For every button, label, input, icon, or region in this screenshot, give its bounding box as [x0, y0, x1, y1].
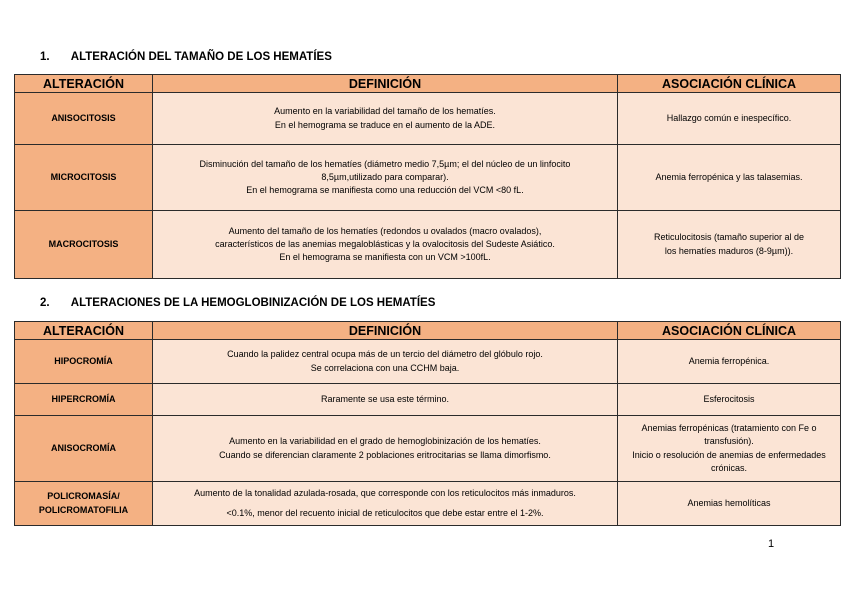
row-name: MICROCITOSIS — [15, 145, 153, 211]
definition-line: Aumento en la variabilidad del tamaño de los hematíes. — [274, 106, 496, 117]
association-line: transfusión). — [704, 436, 754, 447]
table-header-row — [15, 75, 841, 93]
row-association — [618, 340, 841, 384]
row-association — [618, 416, 841, 482]
row-definition — [153, 93, 618, 145]
definition-line: Cuando la palidez central ocupa más de un tercio del diámetro del glóbulo rojo. — [227, 349, 543, 360]
definition-line: característicos de las anemias megaloblásticas y la ovalocitosis del Sudeste Asiático. — [215, 238, 555, 249]
definition-line: Aumento en la variabilidad en el grado de hemoglobinización de los hematíes. — [229, 436, 541, 447]
definition-line: Se correlaciona con una CCHM baja. — [310, 362, 460, 373]
header-alteracion: ALTERACIÓN — [15, 322, 153, 340]
header-definicion: DEFINICIÓN — [153, 322, 618, 340]
row-name: HIPERCROMÍA — [15, 384, 153, 416]
row-definition — [153, 145, 618, 211]
row-definition — [153, 384, 618, 416]
header-asociacion: ASOCIACIÓN CLÍNICA — [618, 322, 841, 340]
association-line: Anemia ferropénica. — [688, 355, 770, 366]
table-row — [15, 416, 841, 482]
association-line: Anemia ferropénica y las talasemias. — [655, 171, 803, 182]
row-definition — [153, 211, 618, 279]
row-association — [618, 211, 841, 279]
table-row — [15, 384, 841, 416]
table-row — [15, 340, 841, 384]
definition-line: Disminución del tamaño de los hematíes (diámetro medio 7,5µm; el del núcleo de un linfocito — [199, 158, 571, 169]
row-name: HIPOCROMÍA — [15, 340, 153, 384]
table-row — [15, 482, 841, 526]
section-1-number: 1. — [40, 51, 50, 63]
row-name: MACROCITOSIS — [15, 211, 153, 279]
table-row — [15, 145, 841, 211]
row-name-line: POLICROMATOFILIA — [38, 504, 129, 515]
row-definition — [153, 416, 618, 482]
definition-line: Aumento del tamaño de los hematíes (redondos u ovalados (macro ovalados), — [228, 225, 542, 236]
row-definition — [153, 482, 618, 526]
association-line: Anemias ferropénicas (tratamiento con Fe o — [641, 423, 817, 434]
row-name: ANISOCITOSIS — [15, 93, 153, 145]
table-row — [15, 211, 841, 279]
row-definition — [153, 340, 618, 384]
header-alteracion: ALTERACIÓN — [15, 75, 153, 93]
row-association — [618, 482, 841, 526]
association-line: Hallazgo común e inespecífico. — [666, 112, 792, 123]
row-association — [618, 145, 841, 211]
association-line: Reticulocitosis (tamaño superior al de — [653, 232, 805, 243]
row-name — [15, 482, 153, 526]
table-row — [15, 93, 841, 145]
association-line: los hematíes maduros (8-9µm)). — [664, 245, 794, 256]
definition-line: En el hemograma se manifiesta como una reducción del VCM <80 fL. — [246, 185, 524, 196]
section-1-title — [40, 51, 332, 63]
association-line: Inicio o resolución de anemias de enfermedades — [632, 449, 826, 460]
definition-line: En el hemograma se traduce en el aumento de la ADE. — [274, 119, 496, 130]
size-alterations-table — [14, 74, 841, 279]
definition-line: <0.1%, menor del recuento inicial de reticulocitos que debe estar entre el 1-2%. — [226, 507, 544, 518]
hemoglobinization-table — [14, 321, 841, 526]
definition-line: Cuando se diferencian claramente 2 poblaciones eritrocitarias se llama dimorfismo. — [219, 449, 551, 460]
row-name-line: POLICROMASÍA/ — [47, 491, 120, 502]
association-line: Esferocitosis — [703, 393, 755, 404]
section-2-heading: ALTERACIONES DE LA HEMOGLOBINIZACIÓN DE LOS HEMATÍES — [70, 297, 436, 309]
row-name: ANISOCROMÍA — [15, 416, 153, 482]
definition-line: Aumento de la tonalidad azulada-rosada, que corresponde con los reticulocitos más inmaduros. — [194, 488, 576, 499]
header-definicion: DEFINICIÓN — [153, 75, 618, 93]
definition-line: Raramente se usa este término. — [320, 393, 450, 404]
row-association — [618, 93, 841, 145]
section-2-number: 2. — [40, 297, 50, 309]
section-1-heading: ALTERACIÓN DEL TAMAÑO DE LOS HEMATÍES — [70, 51, 332, 63]
association-line: crónicas. — [710, 462, 747, 473]
table-header-row — [15, 322, 841, 340]
section-2-title — [40, 297, 435, 309]
header-asociacion: ASOCIACIÓN CLÍNICA — [618, 75, 841, 93]
definition-line: En el hemograma se manifiesta con un VCM >100fL. — [279, 252, 491, 263]
association-line: Anemias hemolíticas — [687, 497, 771, 508]
row-association — [618, 384, 841, 416]
page-number: 1 — [768, 538, 775, 550]
definition-line: 8,5µm,utilizado para comparar). — [321, 171, 449, 182]
